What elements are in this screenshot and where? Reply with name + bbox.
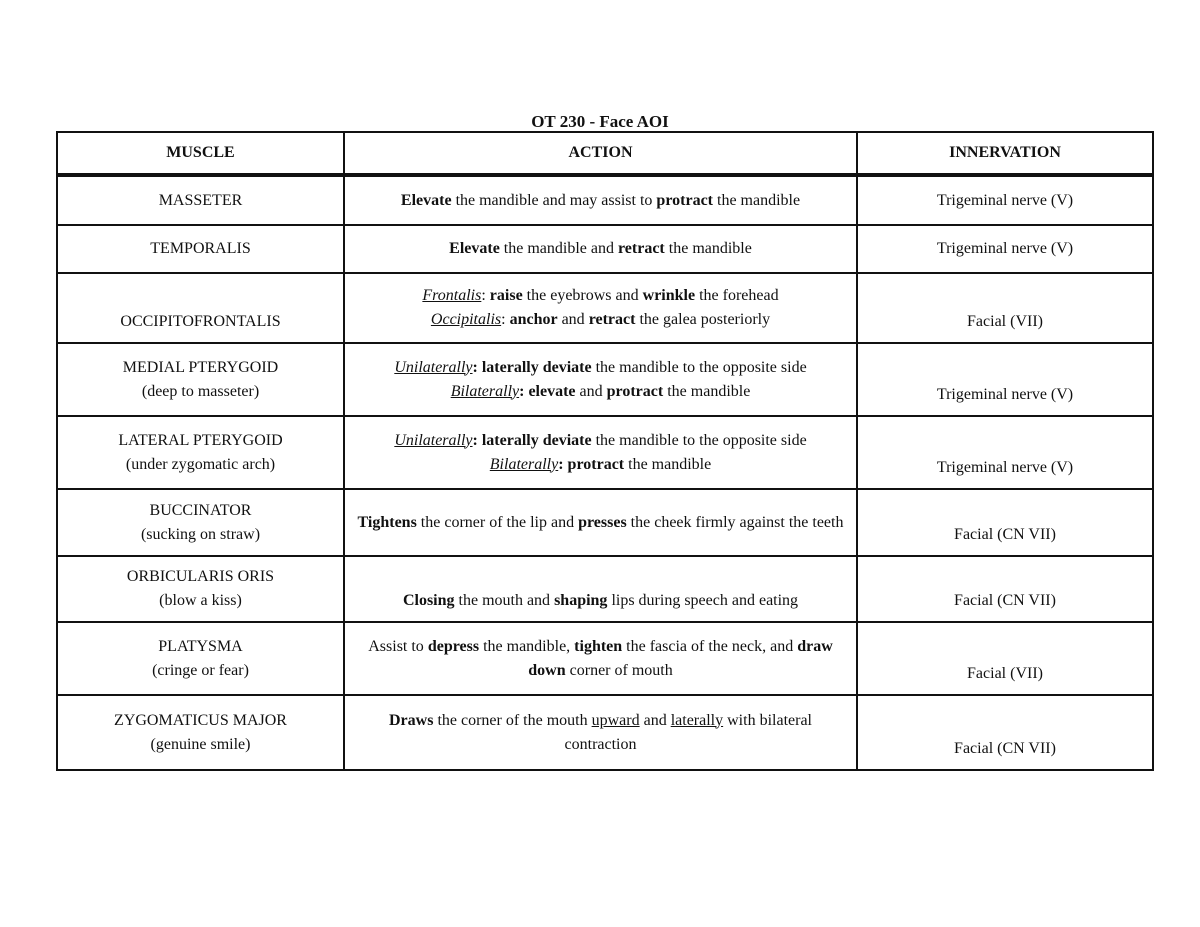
muscle-note: (cringe or fear)	[152, 661, 249, 679]
action-text: protract	[656, 191, 713, 209]
muscle-name: BUCCINATOR	[149, 501, 252, 519]
action-cell	[344, 343, 857, 416]
action-text: :	[519, 382, 529, 400]
action-text: protract	[606, 382, 664, 400]
action-text: lips during speech and eating	[607, 592, 799, 609]
action-text: the mandible,	[479, 637, 575, 655]
action-text: the mandible and	[499, 240, 618, 257]
action-line	[353, 511, 848, 535]
action-text: and	[639, 711, 671, 729]
table-row	[57, 175, 1153, 225]
action-text: :	[558, 455, 568, 473]
action-line	[353, 356, 848, 380]
action-text: the mandible	[664, 240, 752, 257]
innervation-cell: Trigeminal nerve (V)	[857, 343, 1153, 416]
innervation-cell: Trigeminal nerve (V)	[857, 416, 1153, 489]
action-line	[353, 709, 848, 757]
table-row	[57, 489, 1153, 556]
action-line	[353, 635, 848, 683]
action-text: Unilaterally	[394, 431, 473, 449]
action-cell	[344, 273, 857, 343]
document-title: OT 230 - Face AOI	[531, 112, 669, 131]
action-line	[353, 453, 848, 477]
action-text: Bilaterally	[450, 382, 520, 400]
muscle-cell	[57, 556, 344, 622]
action-text: Tightens	[357, 513, 417, 531]
action-cell	[344, 556, 857, 622]
action-cell	[344, 695, 857, 770]
action-line	[353, 189, 848, 213]
action-text: protract	[567, 455, 625, 473]
muscle-cell	[57, 416, 344, 489]
action-text: the mandible to the opposite side	[591, 431, 807, 449]
muscle-cell	[57, 273, 344, 343]
action-text: raise	[489, 287, 523, 304]
action-text: :	[481, 287, 490, 304]
action-cell	[344, 175, 857, 225]
action-text: draw down	[528, 637, 833, 679]
action-text: Assist to	[368, 637, 428, 655]
action-text: the eyebrows and	[522, 287, 643, 304]
action-text: and	[557, 311, 589, 328]
muscle-name: TEMPORALIS	[150, 240, 251, 257]
action-text: Unilaterally	[394, 358, 473, 376]
action-text: corner of mouth	[565, 661, 673, 679]
innervation-cell: Trigeminal nerve (V)	[857, 175, 1153, 225]
muscle-note: (genuine smile)	[150, 735, 251, 753]
action-text: the mandible	[663, 382, 751, 400]
header-row	[57, 132, 1153, 175]
action-text: the mandible to the opposite side	[591, 358, 807, 376]
action-text: the cheek firmly against the teeth	[626, 513, 844, 531]
muscle-note: (under zygomatic arch)	[125, 455, 276, 473]
muscle-name: LATERAL PTERYGOID	[118, 431, 283, 449]
action-text: :	[472, 358, 482, 376]
action-text: presses	[578, 513, 627, 531]
action-line	[353, 589, 848, 613]
action-text: shaping	[554, 592, 608, 609]
action-text: tighten	[574, 637, 623, 655]
muscle-name: ORBICULARIS ORIS	[126, 568, 275, 585]
action-text: laterally deviate	[481, 431, 592, 449]
action-text: upward	[591, 711, 640, 729]
action-line	[353, 308, 848, 332]
table-row	[57, 225, 1153, 273]
muscle-note: (blow a kiss)	[159, 592, 242, 609]
action-text: depress	[427, 637, 480, 655]
action-cell	[344, 622, 857, 695]
action-text: the corner of the lip and	[416, 513, 579, 531]
action-line	[353, 429, 848, 453]
action-text: Elevate	[449, 240, 500, 257]
action-text: with bilateral contraction	[564, 711, 812, 753]
action-text: Occipitalis	[430, 311, 502, 328]
muscle-table	[56, 131, 1154, 771]
innervation-cell: Facial (CN VII)	[857, 556, 1153, 622]
table-row	[57, 695, 1153, 770]
header-innervation: INNERVATION	[857, 132, 1153, 175]
innervation-cell: Facial (VII)	[857, 622, 1153, 695]
muscle-name: MASSETER	[158, 191, 243, 209]
innervation-cell: Facial (CN VII)	[857, 489, 1153, 556]
muscle-name: MEDIAL PTERYGOID	[122, 358, 279, 376]
action-text: the galea posteriorly	[635, 311, 771, 328]
action-text: laterally	[670, 711, 724, 729]
action-text: Closing	[402, 592, 455, 609]
muscle-cell	[57, 695, 344, 770]
muscle-note: (sucking on straw)	[140, 525, 261, 543]
action-text: the corner of the mouth	[433, 711, 592, 729]
action-text: Draws	[389, 711, 434, 729]
muscle-name: OCCIPITOFRONTALIS	[120, 313, 281, 330]
innervation-cell: Facial (CN VII)	[857, 695, 1153, 770]
action-text: retract	[617, 240, 665, 257]
table-row	[57, 622, 1153, 695]
action-text: the mandible	[624, 455, 712, 473]
table-row	[57, 416, 1153, 489]
table-row	[57, 343, 1153, 416]
muscle-cell	[57, 175, 344, 225]
action-text: :	[472, 431, 482, 449]
action-text: elevate	[528, 382, 576, 400]
header-action: ACTION	[344, 132, 857, 175]
action-text: Bilaterally	[489, 455, 559, 473]
action-cell	[344, 416, 857, 489]
action-text: Elevate	[400, 191, 452, 209]
header-muscle: MUSCLE	[57, 132, 344, 175]
action-text: laterally deviate	[481, 358, 592, 376]
innervation-cell: Trigeminal nerve (V)	[857, 225, 1153, 273]
action-text: retract	[588, 311, 636, 328]
table-row	[57, 556, 1153, 622]
muscle-table-container	[56, 131, 1152, 771]
action-line	[353, 380, 848, 404]
action-text: anchor	[509, 311, 558, 328]
action-cell	[344, 489, 857, 556]
muscle-cell	[57, 343, 344, 416]
muscle-name: PLATYSMA	[158, 637, 243, 655]
action-text: wrinkle	[642, 287, 696, 304]
table-body	[57, 175, 1153, 770]
muscle-cell	[57, 225, 344, 273]
muscle-cell	[57, 622, 344, 695]
action-text: the mandible	[713, 191, 801, 209]
action-text: the fascia of the neck, and	[622, 637, 798, 655]
action-text: the forehead	[695, 287, 779, 304]
action-text: :	[501, 311, 510, 328]
action-line	[353, 237, 848, 261]
muscle-note: (deep to masseter)	[141, 382, 260, 400]
muscle-name: ZYGOMATICUS MAJOR	[114, 711, 287, 729]
action-text: the mandible and may assist to	[451, 191, 657, 209]
table-row	[57, 273, 1153, 343]
action-text: and	[575, 382, 607, 400]
muscle-cell	[57, 489, 344, 556]
action-text: the mouth and	[454, 592, 555, 609]
action-line	[353, 284, 848, 308]
action-text: Frontalis	[422, 287, 482, 304]
innervation-cell: Facial (VII)	[857, 273, 1153, 343]
action-cell	[344, 225, 857, 273]
